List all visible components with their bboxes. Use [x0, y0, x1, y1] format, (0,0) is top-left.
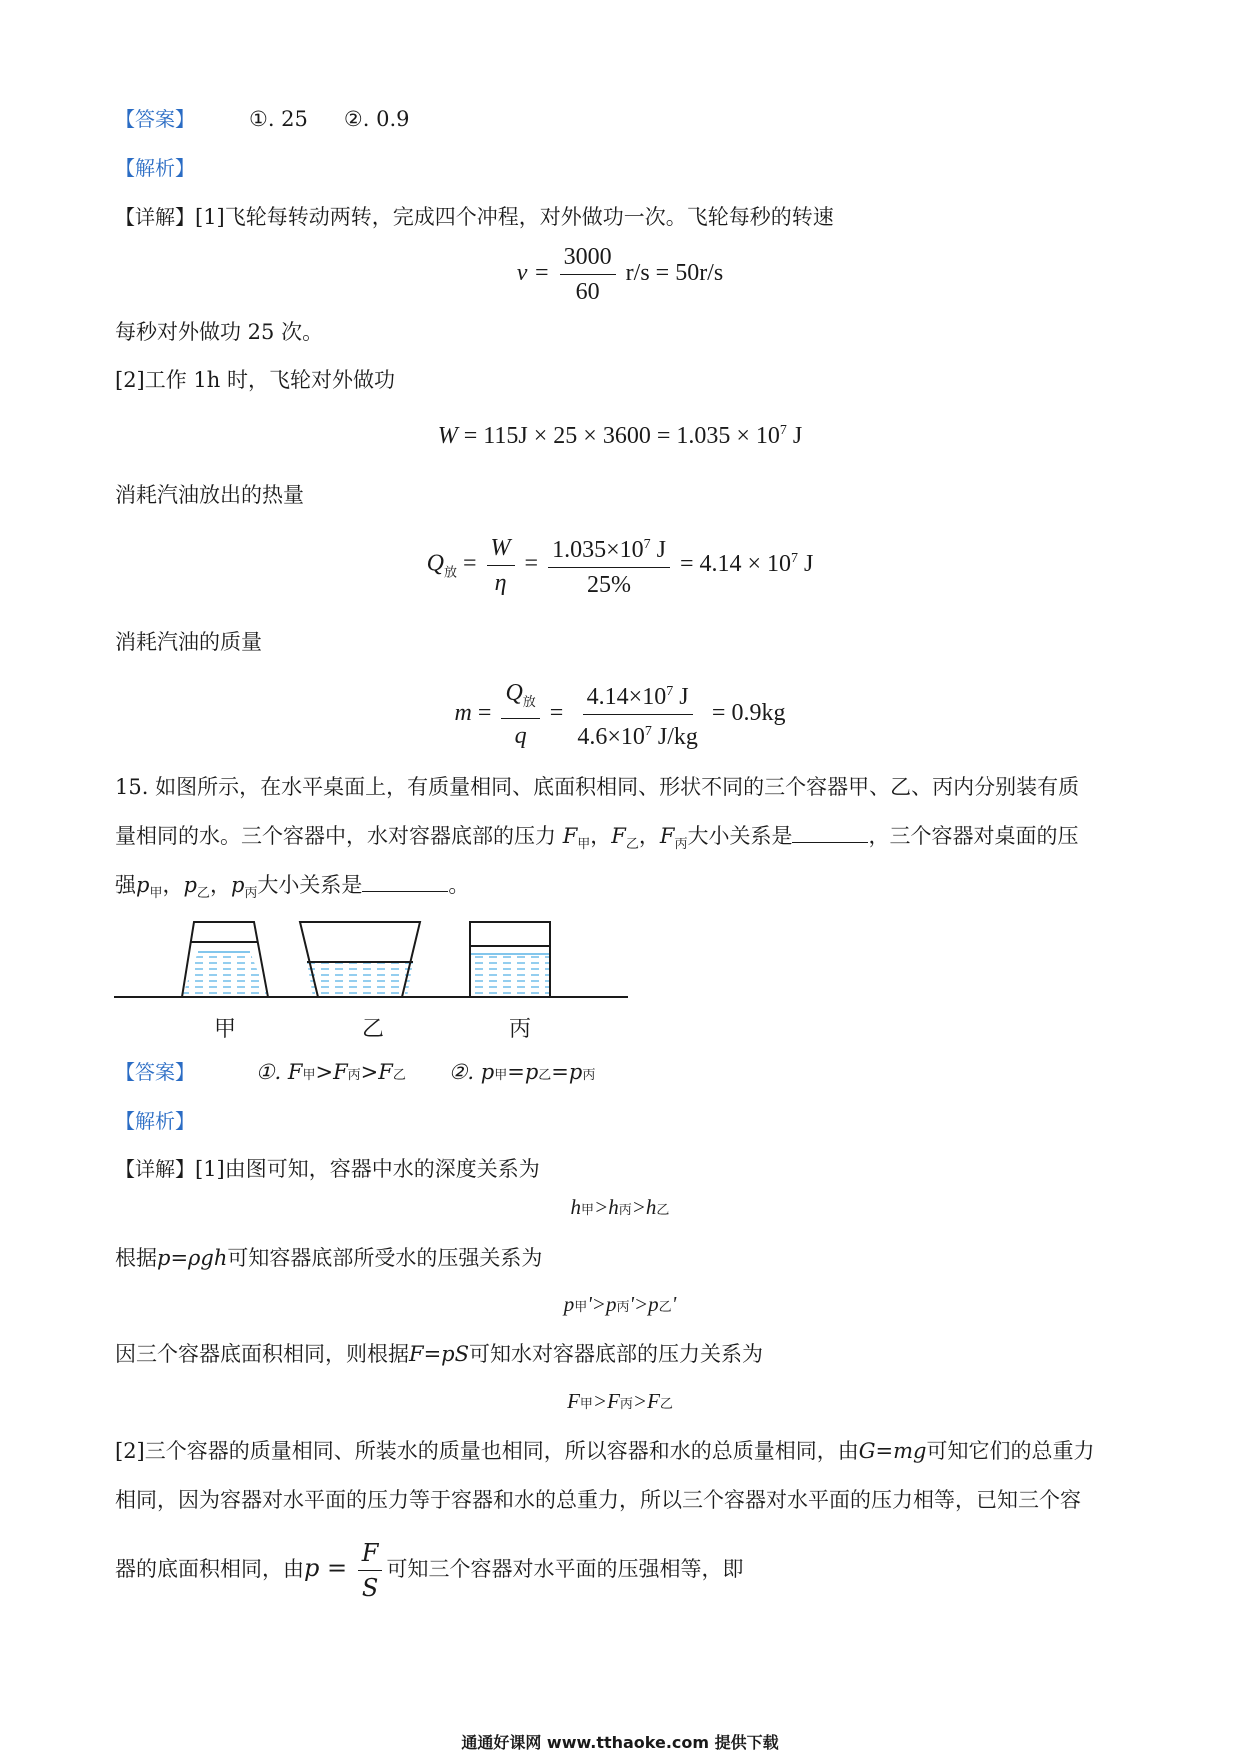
- answer-tag: 【答案】: [115, 1060, 195, 1084]
- detail-line-15-1: 【详解】[1]由图可知，容器中水的深度关系为: [115, 1157, 540, 1181]
- question-15-stem-line-1: 15. 如图所示，在水平桌面上，有质量相同、底面积相同、形状不同的三个容器甲、乙、丙内分别装有质: [115, 775, 1080, 799]
- equation-heat: $Q_放$ = $\frac{W}{\eta}$ = $\frac{1.035\times 10^7 J}{25\%}$ = $4.14 \times 10^7$ J: [0, 530, 1240, 600]
- eq1-numerator: 3000: [560, 242, 616, 275]
- footer-source: 通通好课网 www.tthaoke.com 提供下载: [461, 1733, 779, 1752]
- detail-line-15-6: 器的底面积相同，由p = $\frac{F}{S}$ 可知三个容器对水平面的压强相等，即: [115, 1539, 744, 1602]
- answer-line-14: [115, 105, 409, 133]
- formula-force: F=pS: [409, 1342, 469, 1366]
- detail-tag: 【详解】: [115, 1157, 195, 1181]
- eq2-body: = 115J × 25 × 3600 = 1.035 × 10: [457, 423, 780, 449]
- answer-blank-2[interactable]: [362, 891, 448, 892]
- detail-text-1: [1]飞轮每转动两转，完成四个冲程，对外做功一次。飞轮每秒的转速: [195, 205, 834, 229]
- eq3-q: Q: [426, 550, 444, 577]
- eq4-rhs: = 0.9kg: [711, 700, 786, 727]
- detail-line-15-2: 根据p=ρgh可知容器底部所受水的压强关系为: [115, 1246, 543, 1270]
- eq3-rhs: = $4.14 \times 10^7$ J: [679, 550, 814, 577]
- answer-blank-1[interactable]: [792, 842, 868, 843]
- eq4-fraction-1: [501, 678, 539, 752]
- formula-gravity: G=mg: [858, 1439, 927, 1463]
- answer-2: ②. p甲=p乙=p丙: [448, 1060, 596, 1084]
- detail-text-2: 每秒对外做功 25 次。: [115, 320, 324, 344]
- detail-tag: 【详解】: [115, 205, 195, 229]
- container-yi: [300, 922, 420, 997]
- eq1-lhs: v =: [516, 260, 550, 287]
- eq3-num-1: W: [487, 533, 515, 566]
- detail-line-15-5: 相同，因为容器对水平面的压力等于容器和水的总重力，所以三个容器对水平面的压力相等，已知三个容: [115, 1488, 1081, 1512]
- detail-text-4: 消耗汽油放出的热量: [115, 483, 304, 507]
- eq4-den-1: q: [514, 723, 527, 750]
- eq3-fraction-2: [548, 530, 670, 600]
- fraction-F-over-S: $\frac{F}{S}$: [358, 1538, 383, 1603]
- eq3-fraction-1: [487, 533, 515, 598]
- eq3-den-1: η: [494, 569, 507, 596]
- eq3-q-sub: 放: [443, 564, 457, 580]
- label-jia: 甲: [214, 1017, 237, 1042]
- detail-text-5: 消耗汽油的质量: [115, 630, 262, 654]
- question-15-stem-line-2: 量相同的水。三个容器中，水对容器底部的压力 $F_甲$，$F_乙$，$F_丙$大小关系是 ，三个容器对桌面的压: [115, 824, 1079, 853]
- eq2-lhs: W: [437, 423, 458, 449]
- answer-tag: 【答案】: [115, 107, 195, 131]
- analysis-tag: 【解析】: [115, 1109, 195, 1133]
- formula-pressure: p=ρgh: [157, 1246, 228, 1270]
- question-15-stem-line-3: 强$p_甲$，$p_乙$，$p_丙$大小关系是 。: [115, 873, 470, 902]
- eq2-unit: J: [786, 423, 803, 449]
- eq4-den-2: $4.6\times 10^7$ J/kg: [577, 724, 698, 750]
- eq4-num-2: $4.14\times 10^7$ J: [583, 677, 693, 715]
- container-bing: [470, 922, 550, 997]
- eq1-rhs: r/s = 50r/s: [625, 260, 724, 287]
- answer-1: ①. 25: [249, 107, 308, 131]
- analysis-tag: 【解析】: [115, 156, 195, 180]
- detail-line-1: [115, 203, 834, 231]
- equation-work: [0, 423, 1240, 450]
- eq3-num-2: $1.035\times 10^7$ J: [548, 530, 670, 568]
- eq4-num-1: $Q_放$: [501, 678, 539, 720]
- equation-pressure: p甲'>p丙'>p乙': [563, 1292, 677, 1316]
- container-jia: [182, 922, 268, 997]
- label-yi: 乙: [362, 1017, 385, 1042]
- equation-depth: h甲>h丙>h乙: [570, 1195, 670, 1219]
- equation-mass: m = $\frac{Q_放}{q}$ = $\frac{4.14\times 10^7 J}{4.6\times 10^7 J/kg}$ = 0.9kg: [0, 677, 1240, 752]
- eq1-fraction: [560, 242, 616, 307]
- eq2-exp: 7: [779, 423, 787, 438]
- detail-text-3: [2]工作 1h 时，飞轮对外做功: [115, 368, 395, 392]
- detail-line-15-3: 因三个容器底面积相同，则根据F=pS可知水对容器底部的压力关系为: [115, 1342, 763, 1366]
- label-bing: 丙: [509, 1017, 532, 1042]
- detail-line-15-4: [2]三个容器的质量相同、所装水的质量也相同，所以容器和水的总质量相同，由G=mg可知它们的总重力: [115, 1439, 1095, 1463]
- answer-line-15: [115, 1058, 595, 1090]
- answer-1: ①. F甲>F丙>F乙: [255, 1060, 406, 1084]
- eq4-fraction-2: [573, 677, 702, 752]
- eq4-m: m: [454, 700, 472, 727]
- answer-2: ②. 0.9: [343, 107, 410, 131]
- eq1-denominator: 60: [575, 279, 600, 305]
- eq3-den-2: 25%: [587, 572, 631, 598]
- equation-rotation-speed: [0, 242, 1240, 307]
- equation-force: F甲>F丙>F乙: [567, 1389, 673, 1413]
